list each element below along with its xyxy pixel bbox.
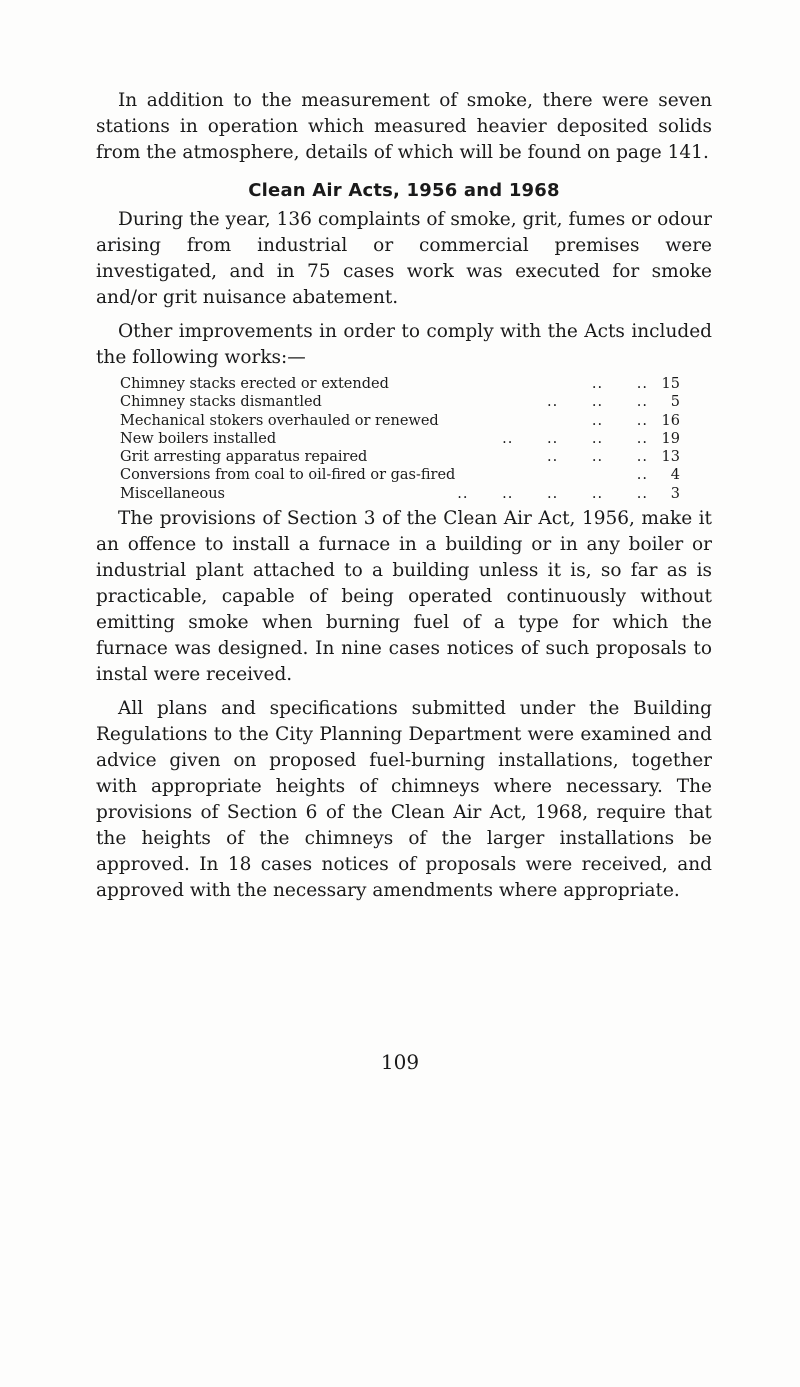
work-label: New boilers installed [120,430,277,447]
work-label: Mechanical stokers overhauled or renewed [120,412,439,429]
works-list-item [120,393,680,411]
work-count: 5 [670,394,680,411]
works-list-item [120,430,680,448]
works-list-item [120,412,680,430]
leader-dots: .. .. [591,376,648,392]
complaints-paragraph: During the year, 136 complaints of smoke, grit, fumes or odour arising from industrial or commercial premises were investigated, and in 75 cases work was executed for smoke and/or grit nuisance abatement. [96,209,712,308]
work-label: Miscellaneous [120,485,225,502]
work-count: 3 [670,485,680,502]
works-list-item [120,466,680,484]
work-label: Chimney stacks erected or extended [120,376,389,392]
work-count: 15 [661,376,680,392]
work-count: 16 [661,412,680,429]
improvements-paragraph: Other improvements in order to comply with the Acts included the following works:— [96,321,712,368]
work-label: Chimney stacks dismantled [120,394,322,411]
leader-dots: .. .. .. .. [502,430,648,447]
plans-paragraph: All plans and specifications submitted under the Building Regulations to the City Planning Department were examined and advice given on proposed fuel-burning installations, together with appropriate heights of chimneys where necessary. The provisions of Section 6 of the Clean Air Act, 1968, require that the heights of the chimneys of the larger installations be approved. In 18 cases notices of proposals were received, and approved with the necessary amendments where appropriate. [96,698,712,902]
leader-dots: .. .. .. .. .. [457,485,648,502]
works-list-item [120,375,680,393]
work-count: 4 [670,467,680,484]
work-count: 19 [661,430,680,447]
work-label: Grit arresting apparatus repaired [120,449,368,466]
leader-dots: .. .. [591,412,648,429]
leader-dots: .. .. .. [547,449,648,466]
works-list [120,375,680,503]
leader-dots: .. [636,467,648,484]
provisions-paragraph: The provisions of Section 3 of the Clean Air Act, 1956, make it an offence to install a furnace in a building or in any boiler or industrial plant attached to a building unless it is, so far as is practicable, capable of being operated continuously without emitting smoke when burning fuel of a type for which the furnace was designed. In nine cases notices of such proposals to instal were received. [96,508,712,686]
leader-dots: .. .. .. [547,394,648,411]
work-label: Conversions from coal to oil-fired or gas-fired [120,467,456,484]
works-list-item [120,448,680,466]
document-page [96,88,712,904]
work-count: 13 [661,449,680,466]
intro-paragraph: In addition to the measurement of smoke, there were seven stations in operation which measured heavier deposited solids from the atmosphere, details of which will be found on page 141. [96,90,712,163]
page-number: 109 [380,1050,420,1074]
works-list-item [120,485,680,503]
section-heading: Clean Air Acts, 1956 and 1968 [248,180,560,201]
